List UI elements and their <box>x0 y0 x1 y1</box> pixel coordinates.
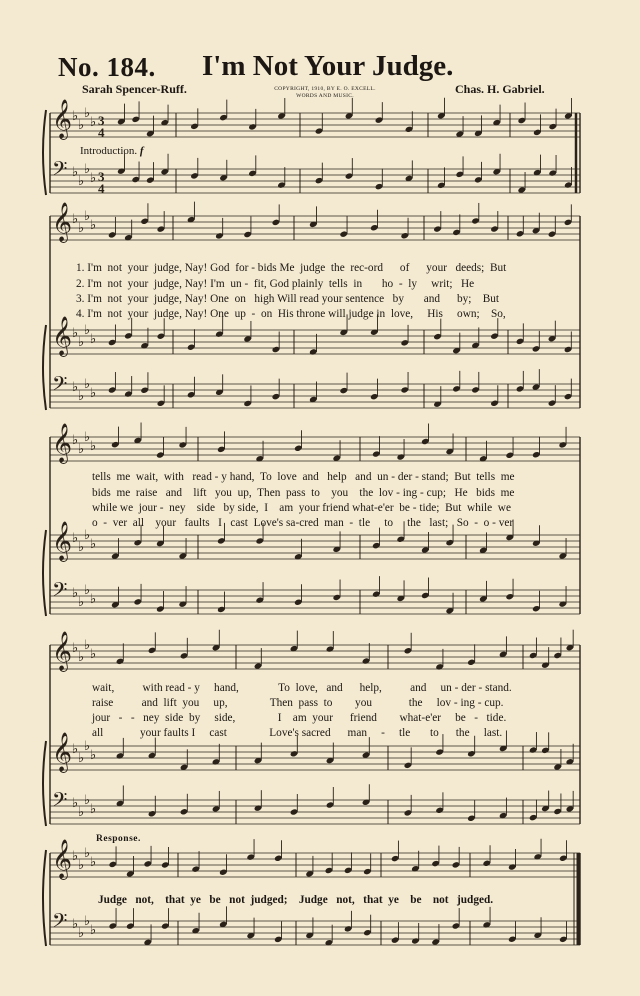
bass-clef-icon: 𝄢 <box>52 788 68 816</box>
brace <box>43 850 46 946</box>
flat-sign-icon: ♭ <box>84 638 91 653</box>
flat-sign-icon: ♭ <box>72 917 79 932</box>
treble-clef-icon: 𝄞 <box>52 423 73 463</box>
flat-sign-icon: ♭ <box>72 380 79 395</box>
flat-sign-icon: ♭ <box>84 430 91 445</box>
flat-sign-icon: ♭ <box>78 118 85 133</box>
flat-sign-icon: ♭ <box>84 528 91 543</box>
flat-sign-icon: ♭ <box>84 209 91 224</box>
author-credit: Sarah Spencer-Ruff. <box>82 82 187 96</box>
flat-sign-icon: ♭ <box>84 793 91 808</box>
flat-sign-icon: ♭ <box>78 540 85 555</box>
treble-clef-icon: 𝄞 <box>52 316 73 356</box>
flat-sign-icon: ♭ <box>72 586 79 601</box>
flat-sign-icon: ♭ <box>84 106 91 121</box>
lyric-line: jour - - ney side by side, I am your friend what-e'er be - tide. <box>92 712 507 724</box>
composer-credit: Chas. H. Gabriel. <box>455 82 545 96</box>
flat-sign-icon: ♭ <box>78 926 85 941</box>
time-signature-bottom: 4 <box>98 181 105 196</box>
flat-sign-icon: ♭ <box>78 335 85 350</box>
flat-sign-icon: ♭ <box>90 171 97 186</box>
flat-sign-icon: ♭ <box>72 212 79 227</box>
introduction-label: Introduction. <box>80 145 138 157</box>
flat-sign-icon: ♭ <box>90 592 97 607</box>
flat-sign-icon: ♭ <box>90 802 97 817</box>
bass-clef-icon: 𝄢 <box>52 578 68 606</box>
copyright-line: COPYRIGHT, 1910, BY E. O. EXCELL. <box>274 86 376 92</box>
bass-clef-icon: 𝄢 <box>52 372 68 400</box>
flat-sign-icon: ♭ <box>78 751 85 766</box>
flat-sign-icon: ♭ <box>72 742 79 757</box>
flat-sign-icon: ♭ <box>72 109 79 124</box>
flat-sign-icon: ♭ <box>72 165 79 180</box>
lyric-line: while we jour - ney side by side, I am your friend what-e'er be - tide; But while we <box>92 502 511 514</box>
flat-sign-icon: ♭ <box>72 433 79 448</box>
treble-clef-icon: 𝄞 <box>52 631 73 671</box>
lyric-line: wait, with read - y hand, To love, and help, and un - der - stand. <box>92 682 512 694</box>
flat-sign-icon: ♭ <box>72 326 79 341</box>
lyric-line: 2. I'm not your judge, Nay! I'm un - fit, God plainly tells in ho - ly writ; He <box>76 278 475 290</box>
time-signature-bottom: 4 <box>98 125 105 140</box>
treble-clef-icon: 𝄞 <box>52 732 73 772</box>
flat-sign-icon: ♭ <box>78 174 85 189</box>
flat-sign-icon: ♭ <box>78 389 85 404</box>
lyric-line: 1. I'm not your judge, Nay! God for - bids Me judge the rec-ord of your deeds; But <box>76 262 507 274</box>
flat-sign-icon: ♭ <box>90 923 97 938</box>
flat-sign-icon: ♭ <box>78 858 85 873</box>
flat-sign-icon: ♭ <box>78 595 85 610</box>
brace <box>43 325 46 410</box>
flat-sign-icon: ♭ <box>90 748 97 763</box>
response-lyric-line: Judge not, that ye be not judged; Judge not, that ye be not judged. <box>98 894 494 906</box>
hymn-number: No. 184. <box>58 52 156 82</box>
flat-sign-icon: ♭ <box>72 641 79 656</box>
flat-sign-icon: ♭ <box>78 650 85 665</box>
time-signature-top: 3 <box>98 113 105 128</box>
flat-sign-icon: ♭ <box>84 914 91 929</box>
flat-sign-icon: ♭ <box>84 323 91 338</box>
flat-sign-icon: ♭ <box>90 855 97 870</box>
dynamic-marking: f <box>139 145 144 157</box>
lyric-line: 4. I'm not your judge, Nay! One up - on His throne will judge in love, His own; So, <box>76 308 506 320</box>
flat-sign-icon: ♭ <box>72 796 79 811</box>
lyric-line: all your faults I cast Love's sacred man - tle to the last. <box>92 727 503 739</box>
flat-sign-icon: ♭ <box>84 846 91 861</box>
flat-sign-icon: ♭ <box>90 647 97 662</box>
flat-sign-icon: ♭ <box>72 849 79 864</box>
brace <box>43 741 46 826</box>
lyric-line: bids me raise and lift you up, Then pass to you the lov - ing - cup; He bids me <box>92 487 515 499</box>
flat-sign-icon: ♭ <box>90 218 97 233</box>
lyric-line: o - ver all your faults I cast Love's sa-cred man - tle to the last; So - o - ver <box>92 517 514 529</box>
copyright-line: WORDS AND MUSIC. <box>296 93 354 99</box>
flat-sign-icon: ♭ <box>72 531 79 546</box>
hymn-title: I'm Not Your Judge. <box>202 50 454 82</box>
lyric-line: raise and lift you up, Then pass to you the lov - ing - cup. <box>92 697 504 709</box>
brace <box>43 110 46 195</box>
treble-clef-icon: 𝄞 <box>52 99 73 139</box>
flat-sign-icon: ♭ <box>90 537 97 552</box>
flat-sign-icon: ♭ <box>90 332 97 347</box>
flat-sign-icon: ♭ <box>78 442 85 457</box>
flat-sign-icon: ♭ <box>84 583 91 598</box>
time-signature-top: 3 <box>98 169 105 184</box>
flat-sign-icon: ♭ <box>90 115 97 130</box>
flat-sign-icon: ♭ <box>78 221 85 236</box>
flat-sign-icon: ♭ <box>84 739 91 754</box>
bass-clef-icon: 𝄢 <box>52 909 68 937</box>
treble-clef-icon: 𝄞 <box>52 521 73 561</box>
lyric-line: 3. I'm not your judge, Nay! One on high Will read your sentence by and by; But <box>76 293 500 305</box>
response-label: Response. <box>96 834 141 844</box>
treble-clef-icon: 𝄞 <box>52 839 73 879</box>
brace <box>43 530 46 616</box>
treble-clef-icon: 𝄞 <box>52 202 73 242</box>
bass-clef-icon: 𝄢 <box>52 157 68 185</box>
flat-sign-icon: ♭ <box>84 377 91 392</box>
flat-sign-icon: ♭ <box>78 805 85 820</box>
flat-sign-icon: ♭ <box>90 386 97 401</box>
lyric-line: tells me wait, with read - y hand, To love and help and un - der - stand; But tells me <box>92 471 515 483</box>
flat-sign-icon: ♭ <box>84 162 91 177</box>
flat-sign-icon: ♭ <box>90 439 97 454</box>
